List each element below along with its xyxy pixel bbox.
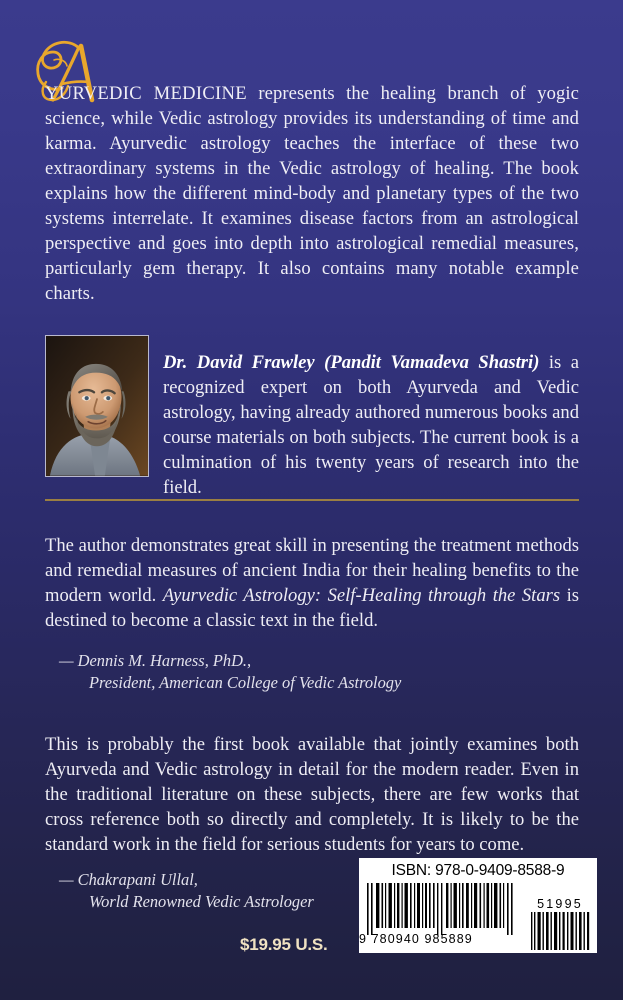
review-2-part1: This is probably the first book available that jointly examines both Ayurveda and Vedic astrology in detail for the modern reader. Even in the traditional literature on these subjects, there are few works that cross reference both so directly and completely. It is likely to be the standard work in the field for serious students for years to come. bbox=[45, 733, 579, 855]
description-body: represents the healing branch of yogic science, while Vedic astrology provides its understanding of time and karma. Ayurvedic astrology teaches the interface of these two extraordinary systems in the Vedic astrology of healing. The book explains how the different mind-body and planetary types of the two systems interrelate. It examines disease factors from an astrological perspective and goes into depth into astrological remedial measures, particularly gem therapy. It also contains many notable example charts. bbox=[45, 82, 579, 305]
description-opening-smallcaps: YURVEDIC MEDICINE bbox=[45, 82, 247, 104]
ean13-digits: 9 780940 985889 bbox=[359, 932, 473, 946]
price-label: $19.95 U.S. bbox=[240, 935, 328, 954]
attribution-2-line-2: World Renowned Vedic Astrologer bbox=[89, 891, 314, 911]
book-description bbox=[45, 81, 579, 307]
review-quote-2 bbox=[45, 732, 579, 857]
attribution-1-line-2: President, American College of Vedic Astrology bbox=[89, 672, 402, 692]
gold-divider bbox=[45, 499, 579, 501]
author-bio-text: is a recognized expert on both Ayurveda and Vedic astrology, having already authored numerous books and course materials on both subjects. The current book is a culmination of his twenty years of research into the field. bbox=[163, 351, 580, 499]
isbn-label: ISBN: 978-0-9409-8588-9 bbox=[391, 862, 565, 879]
author-name: Dr. David Frawley (Pandit Vamadeva Shastri) bbox=[163, 351, 540, 373]
review-attribution-1 bbox=[45, 650, 545, 693]
author-photo bbox=[45, 335, 149, 477]
attribution-2-line-1: — Chakrapani Ullal, bbox=[59, 870, 198, 889]
review-1-part1: The author demonstrates great skill in presenting the treatment methods and remedial measures of ancient India for their healing benefits to the modern world. bbox=[45, 534, 579, 606]
review-1-part2: is destined to become a classic text in the field. bbox=[45, 584, 580, 631]
author-block bbox=[45, 331, 579, 519]
review-1-book-title: Ayurvedic Astrology: Self-Healing through the Stars bbox=[162, 584, 561, 606]
review-quote-1 bbox=[45, 533, 579, 633]
attribution-1-line-1: — Dennis M. Harness, PhD., bbox=[59, 651, 252, 670]
barcode-bars-row bbox=[359, 883, 597, 951]
barcode-addon bbox=[529, 897, 591, 950]
ean13-barcode-icon bbox=[365, 883, 515, 935]
barcode-panel bbox=[359, 858, 597, 953]
addon-digits: 51995 bbox=[537, 897, 583, 911]
